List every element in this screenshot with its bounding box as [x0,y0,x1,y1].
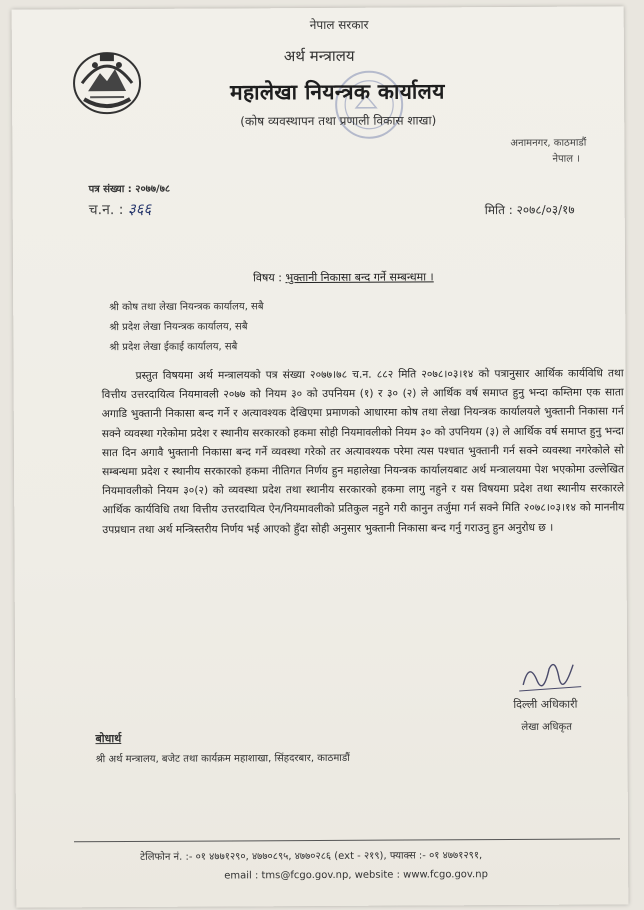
subject-line [253,269,434,285]
branch-name: (कोष व्यवस्थापन तथा प्रणाली विकास शाखा) [240,113,437,129]
subject-text: भुक्तानी निकासा बन्द गर्ने सम्बन्धमा । [285,270,434,285]
recipient-1: श्री कोष तथा लेखा नियन्त्रक कार्यालय, सबै [109,301,264,314]
nepal-emblem-icon [70,43,144,117]
cc-recipient: श्री अर्थ मन्त्रालय, बजेट तथा कार्यक्रम महाशाखा, सिंहदरबार, काठमाडौं [95,752,350,766]
government-name: नेपाल सरकार [309,17,369,33]
footer-phone: टेलिफोन नं. :- ०१ ४७७१२९०, ४७७०८९५, ४७७०२८६ (ext - २१९), फ्याक्स :- ०१ ४७७१२९१, [140,850,483,863]
address-line-2: नेपाल । [552,153,581,165]
office-name: महालेखा नियन्त्रक कार्यालय [230,79,445,105]
subject-label: विषय : [253,271,283,285]
signatory-name: दिल्ली अधिकारी [513,697,578,711]
signatory-title: लेखा अधिकृत [521,721,572,733]
reference-number: पत्र संख्या : २०७७/७८ [88,183,171,196]
dispatch-number-handwritten: ३६६ [127,199,152,219]
ministry-name: अर्थ मन्त्रालय [283,46,355,66]
letter-sheet [12,6,629,907]
address-line-1: अनामनगर, काठमाडौं [510,137,587,149]
dispatch-label: च.न. : [88,202,124,219]
letter-date: मिति : २०७८/०३/१७ [484,202,575,218]
recipient-2: श्री प्रदेश लेखा नियन्त्रक कार्यालय, सबै [109,321,248,334]
recipient-3: श्री प्रदेश लेखा ईकाई कार्यालय, सबै [109,341,238,354]
cc-label: बोधार्थ [95,732,122,746]
dispatch-number [89,199,152,219]
footer-divider [74,838,620,842]
letter-body: प्रस्तुत विषयमा अर्थ मन्त्रालयको पत्र संख्या २०७७।७८ च.न. ८८२ मिति २०७८।०३।१४ को पत्रानुसार आर्थिक कार्यविधि तथा वित्तीय उत्तरदायित्व नियमावली २०७७ को नियम ३० को उपनियम (१) र ३० (२) ले आर्थिक वर्ष समाप्त हुनु भन्दा कम्तिमा एक साता अगाडि भुक्तानी निकासा बन्द गर्ने र अत्यावश्यक देखिएमा प्रमाणको आधारमा कोष तथा लेखा नियन्त्रक कार्यालयले भुक्तानी निकासा गर्न सक्ने व्यवस्था गरेकोमा प्रदेश र स्थानीय सरकारको हकमा सोही नियमावलीको नियम ३० को उपनियम (३) ले आर्थिक वर्ष समाप्त हुनु भन्दा सात दिन अगावै भुक्तानी निकासा बन्द गर्ने व्यवस्था गरेको तर अत्यावश्यक परेमा त्यस पश्चात भुक्तानी गर्न सक्ने व्यवस्था नगरेकोले सो सम्बन्धमा प्रदेश र स्थानीय सरकारको हकमा नीतिगत निर्णय हुन महालेखा नियन्त्रक कार्यालयबाट अर्थ मन्त्रालयमा पेश भएकोमा उल्लेखित नियमावलीको नियम ३०(२) को व्यवस्था प्रदेश तथा स्थानीय सरकारको हकमा लागु नहुने र यस विषयमा प्रदेश तथा स्थानीय सरकारले आर्थिक कार्यविधि तथा वित्तीय उत्तरदायित्व ऐन/नियमावलीको प्रतिकुल नहुने गरी कानुन तर्जुमा गर्न सक्ने मिति २०७८।०३।१४ को माननीय उपप्रधान तथा अर्थ मन्त्रिस्तरीय निर्णय भई आएको हुँदा सोही अनुसार भुक्तानी निकासा बन्द गर्नु गराउनु हुन अनुरोध छ । [101,367,625,536]
signature-mark-icon [515,655,585,701]
footer-web: email : tms@fcgo.gov.np, website : www.fcgo.gov.np [224,869,488,882]
